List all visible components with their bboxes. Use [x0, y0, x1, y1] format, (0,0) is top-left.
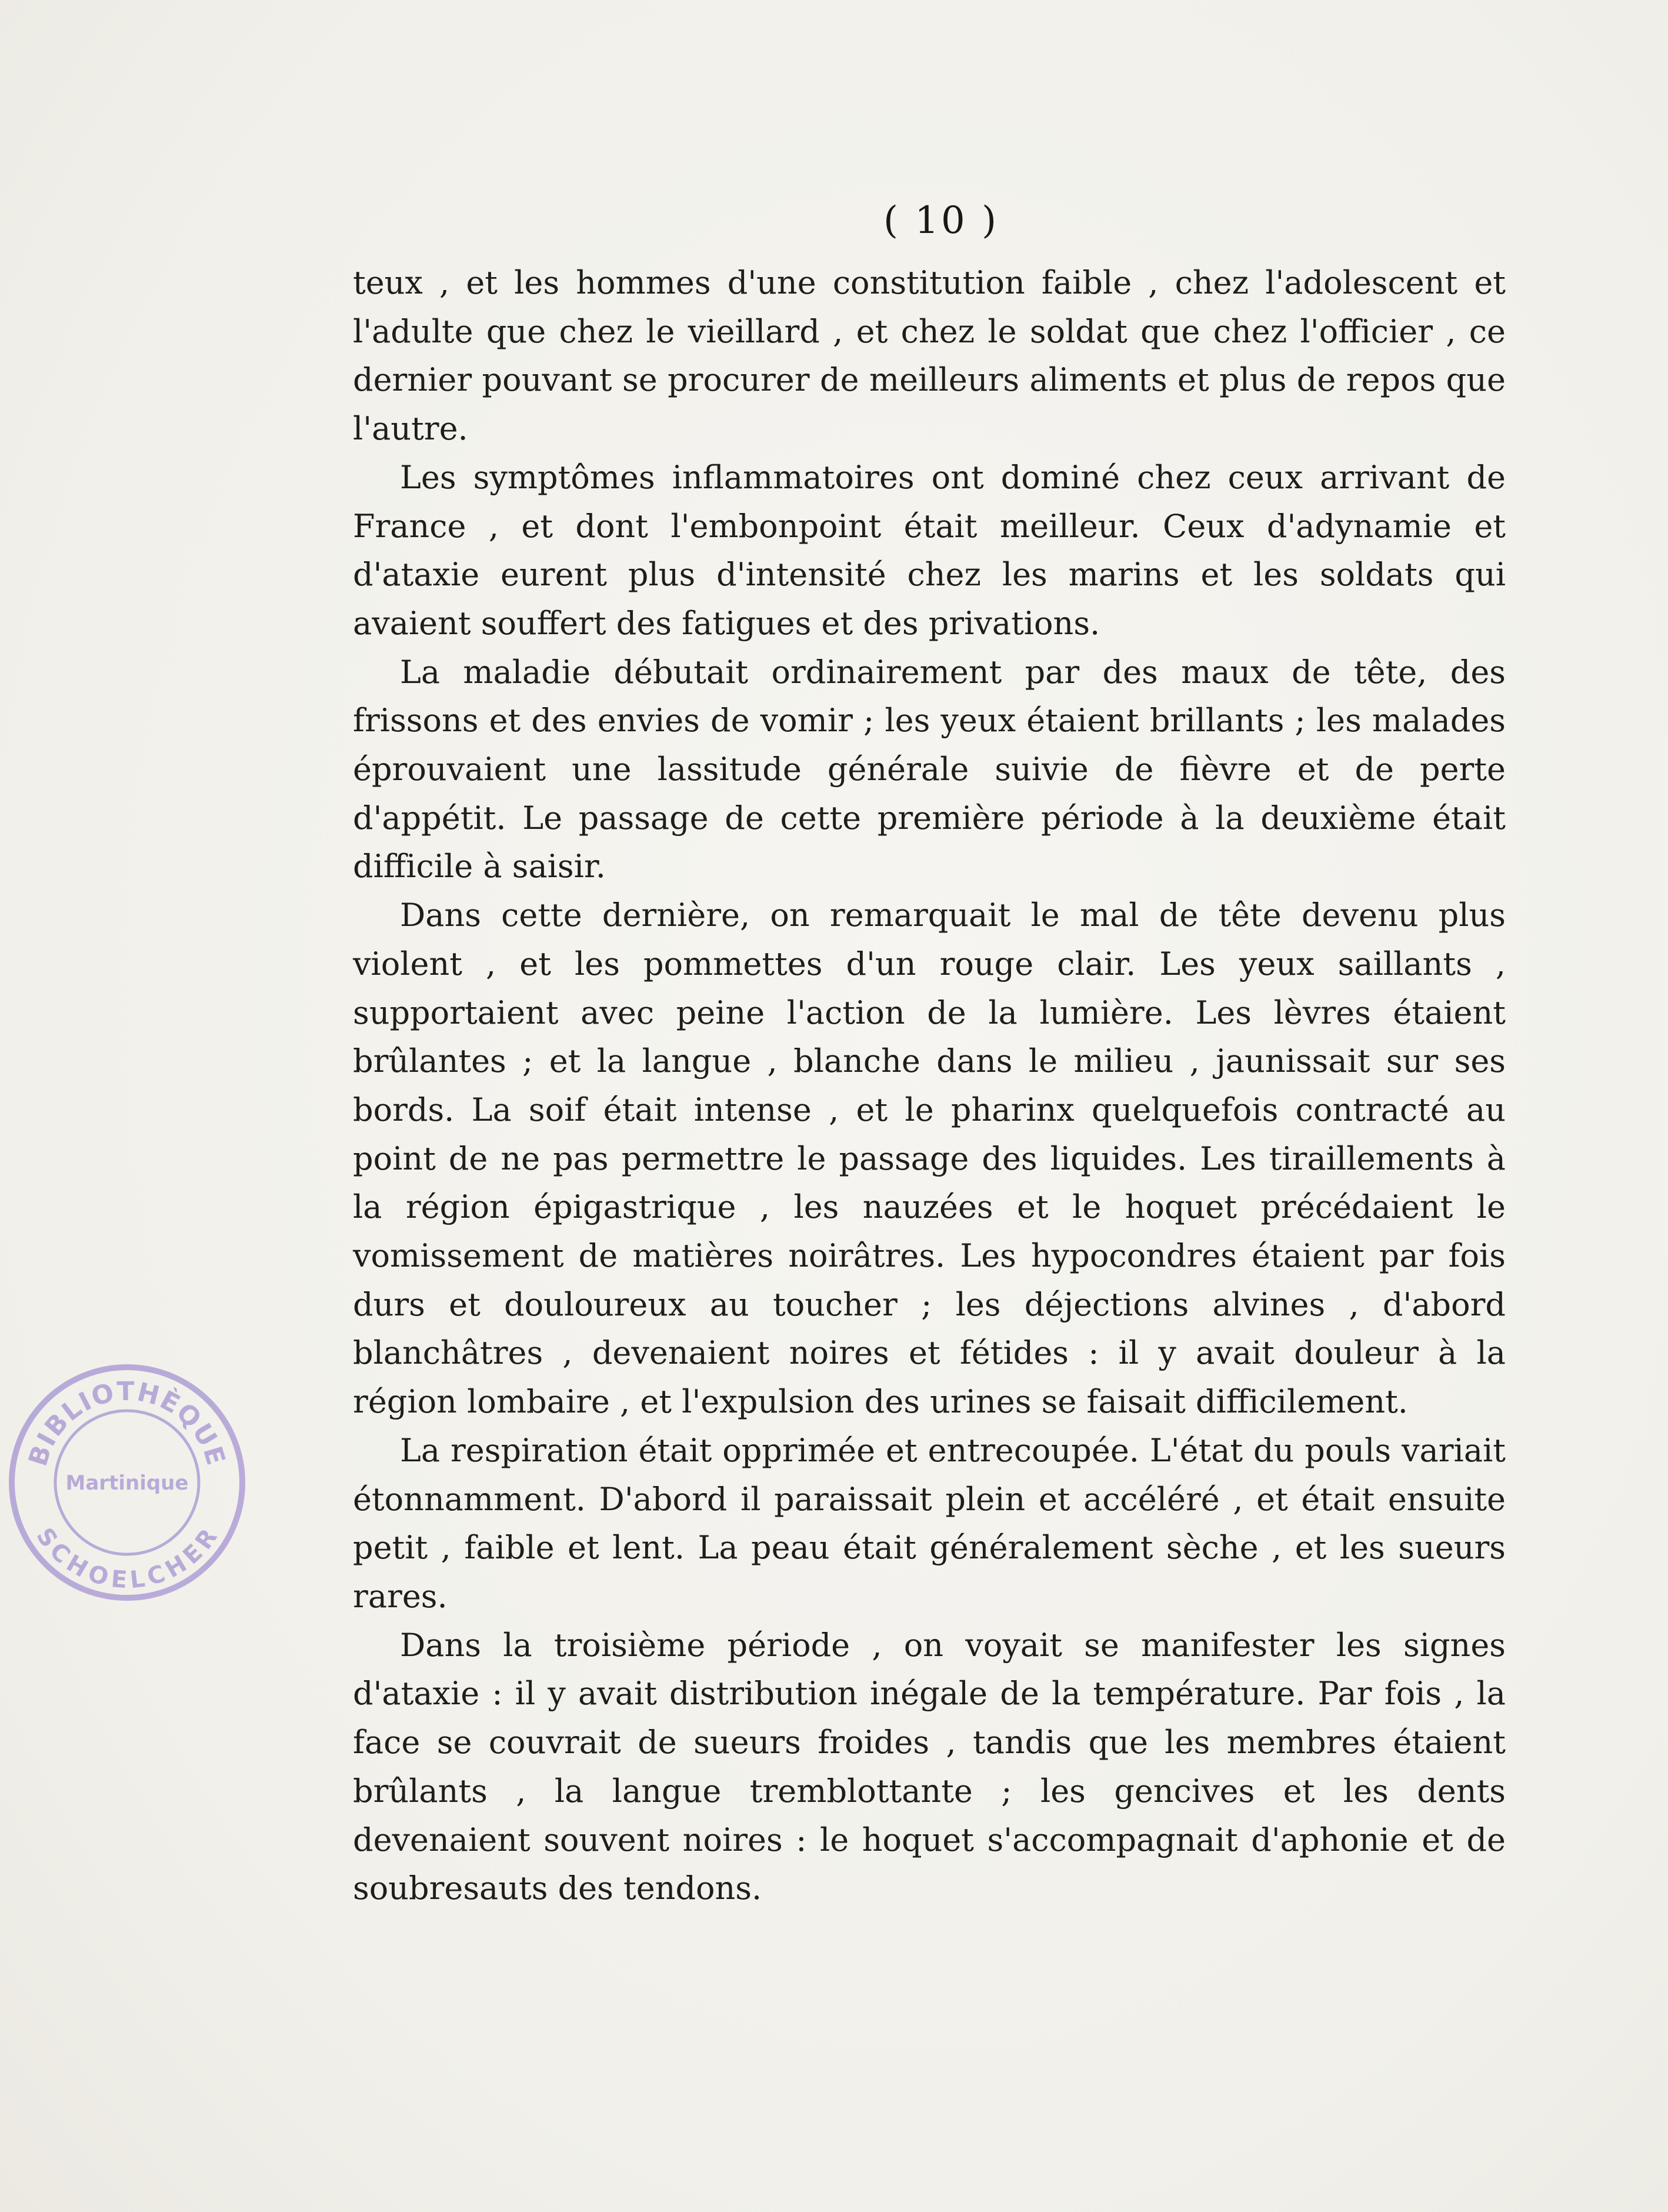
paragraph-5: La respiration était opprimée et entrecoupée. L'état du pouls variait étonnamment. D'abord il paraissait plein et accéléré , et était ensuite petit , faible et lent. La peau était généralement sèche , et les sueurs rares.: [353, 1431, 1506, 1615]
body-text: [353, 259, 1506, 1913]
stamp-center-text: Martinique: [65, 1471, 189, 1495]
paragraph-1: teux , et les hommes d'une constitution faible , chez l'adolescent et l'adulte que chez le vieillard , et chez le soldat que chez l'officier , ce dernier pouvant se procurer de meilleurs aliments et plus de repos que l'autre.: [353, 264, 1506, 448]
paragraph-3: La maladie débutait ordinairement par des maux de tête, des frissons et des envies de vomir ; les yeux étaient brillants ; les malades éprouvaient une lassitude générale suivie de fièvre et de perte d'appétit. Le passage de cette première période à la deuxième était difficile à saisir.: [353, 653, 1506, 885]
paragraph-4: Dans cette dernière, on remarquait le mal de tête devenu plus violent , et les pommettes d'un rouge clair. Les yeux saillants , supportaient avec peine l'action de la lumière. Les lèvres étaient brûlantes ; et la langue , blanche dans le milieu , jaunissait sur ses bords. La soif était intense , et le pharinx quelquefois contracté au point de ne pas permettre le passage des liquides. Les tiraillements à la région épigastrique , les nauzées et le hoquet précédaient le vomissement de matières noirâtres. Les hypocondres étaient par fois durs et douloureux au toucher ; les déjections alvines , d'abord blanchâtres , devenaient noires et fétides : il y avait douleur à la région lombaire , et l'expulsion des urines se faisait difficilement.: [353, 897, 1506, 1421]
library-stamp: [4, 1359, 251, 1606]
stamp-bottom-text: SCHOELCHER: [31, 1523, 223, 1594]
paragraph-6: Dans la troisième période , on voyait se manifester les signes d'ataxie : il y avait distribution inégale de la température. Par fois , la face se couvrait de sueurs froides , tandis que les membres étaient brûlants , la langue tremblottante ; les gencives et les dents devenaient souvent noires : le hoquet s'accompagnait d'aphonie et de soubresauts des tendons.: [353, 1626, 1506, 1907]
page-number: ( 10 ): [883, 199, 999, 242]
paragraph-2: Les symptômes inflammatoires ont dominé chez ceux arrivant de France , et dont l'embonpoint était meilleur. Ceux d'adynamie et d'ataxie eurent plus d'intensité chez les marins et les soldats qui avaient souffert des fatigues et des privations.: [353, 458, 1506, 642]
stamp-top-text: BIBLIOTHÈQUE: [23, 1376, 231, 1470]
